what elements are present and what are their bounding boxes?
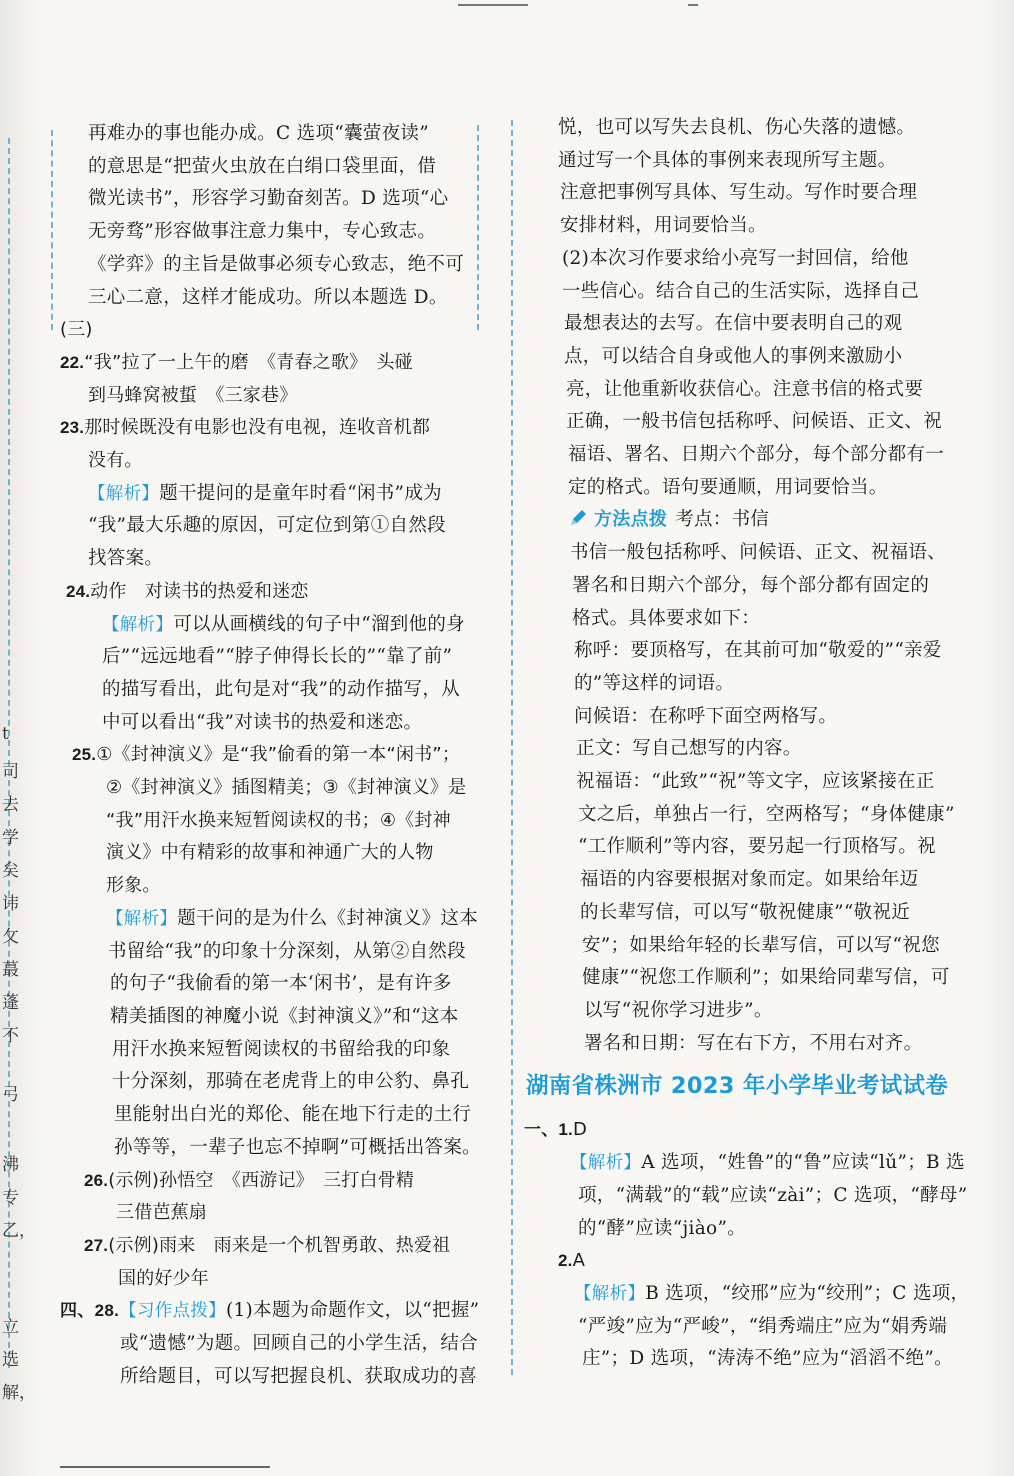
text-line: “工作顺利”等内容，要另起一行顶格写。祝 [578, 836, 936, 858]
explanation-text: 用汗水换来短暂阅读权的书留给我的印象 [112, 1038, 451, 1060]
text-line: 无旁骛”形容做事注意力集中，专心致志。 [88, 221, 437, 243]
text-line: 以写“祝你学习进步”。 [584, 999, 773, 1021]
text-line: 正确，一般书信包括称呼、问候语、正文、祝 [566, 411, 943, 433]
text-line: 的长辈写信，可以写“敬祝健康”“敬祝近 [580, 901, 911, 923]
text-line: 的意思是“把萤火虫放在白绢口袋里面，借 [88, 155, 437, 177]
fragment: 去 [2, 795, 19, 815]
fragment: t [2, 724, 9, 744]
answer-text: A [572, 1250, 586, 1272]
fragment: 蕞 [2, 960, 19, 980]
fragment: 弓 [2, 1085, 19, 1105]
text-line: 点，可以结合自身或他人的事例来激励小 [564, 345, 903, 367]
explanation-text: “严竣”应为“严峻”，“绢秀端庄”应为“娟秀端 [578, 1315, 948, 1337]
explanation-text: 的“酵”应读“jiào”。 [578, 1217, 747, 1239]
text-line: 祝福语：“此致”“祝”等文字，应该紧接在正 [576, 771, 935, 793]
analysis-label: 【解析】 [102, 614, 174, 635]
text-line: 最想表达的去写。在信中要表明自己的观 [564, 313, 903, 335]
explanation-text: 项，“满载”的“载”应读“zài”；C 选项，“酵母” [578, 1184, 968, 1206]
right-column [524, 112, 970, 1376]
top-rule [458, 4, 528, 6]
explanation [528, 1278, 968, 1311]
explanation [528, 1147, 968, 1180]
text-line: 书信一般包括称呼、问候语、正文、祝福语、 [570, 542, 947, 564]
text-line: 安”；如果给年轻的长辈写信，可以写“祝您 [582, 934, 940, 956]
text-line: 的”等这样的词语。 [574, 672, 735, 694]
middle-column [60, 118, 490, 1393]
answer-text: D [572, 1119, 588, 1141]
fragment: 选 [2, 1350, 19, 1370]
answer-text: 三借芭蕉扇 [116, 1202, 207, 1224]
method-text: 考点：书信 [675, 509, 770, 531]
question-number: 25. [72, 745, 97, 765]
answer-text: ②《封神演义》插图精美；③《封神演义》是 [106, 777, 467, 799]
question-22 [60, 347, 490, 380]
text-line: 再难办的事也能办成。C 选项“囊萤夜读” [88, 123, 429, 144]
answer-text: 演义》中有精彩的故事和神通广大的人物 [106, 842, 434, 864]
question-number: 24. [66, 581, 91, 601]
question-23 [60, 412, 490, 445]
explanation-text: 题干问的是为什么《封神演义》这本 [177, 907, 479, 929]
left-page-fragments [0, 0, 36, 1476]
explanation-text: B 选项，“绞邢”应为“绞刑”；C 选项， [645, 1282, 970, 1304]
fragment: 讳 [2, 894, 19, 914]
writing-tips-label: 【习作点拨】 [119, 1301, 226, 1322]
answer-text: (示例)孙悟空 《西游记》 三打白骨精 [108, 1169, 415, 1191]
section-heading: (三) [60, 319, 93, 341]
question-27 [60, 1230, 490, 1263]
text-line: 称呼：要顶格写，在其前可加“敬爱的”“亲爱 [574, 640, 942, 662]
fragment: 攵 [2, 927, 19, 947]
text-line: 一些信心。结合自己的生活实际，选择自己 [562, 280, 920, 302]
method-label: 方法点拨 [594, 509, 668, 531]
explanation-text: A 选项，“姓鲁”的“鲁”应读“lǔ”；B 选 [641, 1152, 965, 1174]
question-1 [524, 1114, 968, 1147]
explanation-text: 题干提问的是童年时看“闲书”成为 [159, 482, 442, 504]
question-24 [60, 576, 490, 609]
analysis-label: 【解析】 [106, 908, 178, 929]
fragment: 沸 [2, 1155, 19, 1175]
answer-text: 没有。 [88, 450, 143, 472]
explanation-text: 的句子“我偷看的第一本‘闲书’，是有许多 [110, 973, 452, 995]
analysis-label: 【解析】 [574, 1283, 646, 1304]
analysis-label: 【解析】 [88, 483, 160, 504]
explanation-text: 所给题目，可以写把握良机、获取成功的喜 [120, 1365, 478, 1387]
fragment: 矣 [2, 861, 19, 881]
question-26 [60, 1165, 490, 1198]
fragment: 解， [2, 1383, 36, 1403]
answer-text: 动作 对读书的热爱和迷恋 [90, 580, 309, 602]
answer-text: (示例)雨来 雨来是一个机智勇敢、热爱祖 [108, 1234, 451, 1256]
answer-text: 形象。 [106, 875, 161, 897]
question-number: 26. [84, 1170, 109, 1190]
explanation-text: 十分深刻，那骑在老虎背上的申公豹、鼻孔 [112, 1071, 470, 1093]
text-line: 注意把事例写具体、写生动。写作时要合理 [560, 182, 918, 204]
text-line: 格式。具体要求如下： [572, 607, 761, 629]
fragment: 立 [2, 1317, 19, 1337]
question-number: 23. [60, 418, 85, 438]
explanation [60, 609, 490, 642]
explanation-text: 后”“远远地看”“脖子伸得长长的”“靠了前” [102, 646, 453, 668]
text-line: 署名和日期：写在右下方，不用右对齐。 [584, 1032, 923, 1054]
explanation [60, 903, 490, 936]
answer-text: ①《封神演义》是“我”偷看的第一本“闲书”； [96, 744, 461, 766]
text-line: 福语的内容要根据对象而定。如果给年迈 [580, 869, 919, 891]
explanation-text: 里能射出白光的郑伦、能在地下行走的土行 [114, 1104, 472, 1126]
explanation [60, 478, 490, 511]
exam-title: 湖南省株洲市 2023 年小学毕业考试试卷 [526, 1073, 949, 1100]
text-line: 正文：写自己想写的内容。 [576, 738, 802, 760]
text-line: 问候语：在称呼下面空两格写。 [574, 705, 838, 727]
fragment: 乙， [2, 1221, 36, 1241]
text-line: (2)本次习作要求给小亮写一封回信，给他 [562, 247, 909, 269]
explanation-text: “我”最大乐趣的原因，可定位到第①自然段 [88, 515, 446, 537]
analysis-label: 【解析】 [570, 1153, 642, 1174]
text-line: 悦，也可以写失去良机、伤心失落的遗憾。 [558, 117, 916, 138]
text-line: 文之后，单独占一行，空两格写；“身体健康” [578, 803, 955, 825]
center-dashed-divider [511, 120, 513, 1375]
question-number: 一、1. [524, 1120, 573, 1140]
question-28 [60, 1295, 490, 1328]
bottom-rule [60, 1466, 270, 1472]
explanation-text: 庄”；D 选项，“涛涛不绝”应为“滔滔不绝”。 [582, 1348, 953, 1370]
top-rule-small [688, 4, 698, 6]
question-number: 22. [60, 352, 85, 372]
question-number: 2. [558, 1251, 573, 1271]
explanation-text: 孙等等，一辈子也忘不掉啊”可概括出答案。 [114, 1136, 481, 1158]
text-line: 通过写一个具体的事例来表现所写主题。 [558, 149, 897, 171]
explanation-text: 可以从画横线的句子中“溜到他的身 [173, 613, 465, 635]
pencil-icon [568, 508, 588, 528]
question-number: 四、28. [60, 1301, 120, 1321]
question-2 [528, 1245, 968, 1278]
answer-text: 国的好少年 [118, 1267, 209, 1289]
explanation-text: 找答案。 [88, 548, 164, 570]
text-line: 安排材料，用词要恰当。 [560, 215, 767, 237]
text-line: 《学弈》的主旨是做事必须专心致志，绝不可 [88, 253, 465, 275]
question-25 [60, 739, 490, 772]
answer-text: “我”用汗水换来短暂阅读权的书；④《封神 [106, 809, 451, 831]
text-line: 福语、署名、日期六个部分，每个部分都有一 [568, 444, 945, 466]
answer-text: 到马蜂窝被蜇 《三家巷》 [88, 384, 298, 406]
mid-dashed-divider-left [51, 130, 53, 330]
explanation-text: 精美插图的神魔小说《封神演义》”和“这本 [110, 1005, 459, 1027]
text-line: 微光读书”，形容学习勤奋刻苦。D 选项“心 [88, 188, 449, 210]
method-tip [528, 504, 968, 537]
fragment: 蓬 [2, 993, 19, 1013]
explanation-text: 或“遗憾”为题。回顾自己的小学生活，结合 [120, 1333, 478, 1355]
answer-text: 那时候既没有电影也没有电视，连收音机都 [84, 417, 431, 439]
text-line: 亮，让他重新收获信心。注意书信的格式要 [566, 378, 924, 400]
explanation-text: (1)本题为命题作文，以“把握” [225, 1300, 480, 1322]
text-line: 健康”“祝您工作顺利”；如果给同辈写信，可 [582, 967, 950, 989]
text-line: 三心二意，这样才能成功。所以本题选 D。 [88, 286, 448, 308]
fragment: 不 [2, 1026, 19, 1046]
answer-text: “我”拉了一上午的磨 《青春之歌》 头碰 [84, 351, 413, 373]
text-line: 署名和日期六个部分，每个部分都有固定的 [572, 574, 930, 596]
fragment: 专 [2, 1188, 19, 1208]
explanation-text: 的描写看出，此句是对“我”的动作描写，从 [102, 678, 460, 700]
explanation-text: 中可以看出“我”对读书的热爱和迷恋。 [102, 711, 423, 733]
text-line: 定的格式。语句要通顺，用词要恰当。 [568, 476, 888, 498]
explanation-text: 书留给“我”的印象十分深刻，从第②自然段 [108, 940, 466, 962]
question-number: 27. [84, 1235, 109, 1255]
fragment: 学 [2, 828, 19, 848]
fragment: 司 [2, 762, 19, 782]
